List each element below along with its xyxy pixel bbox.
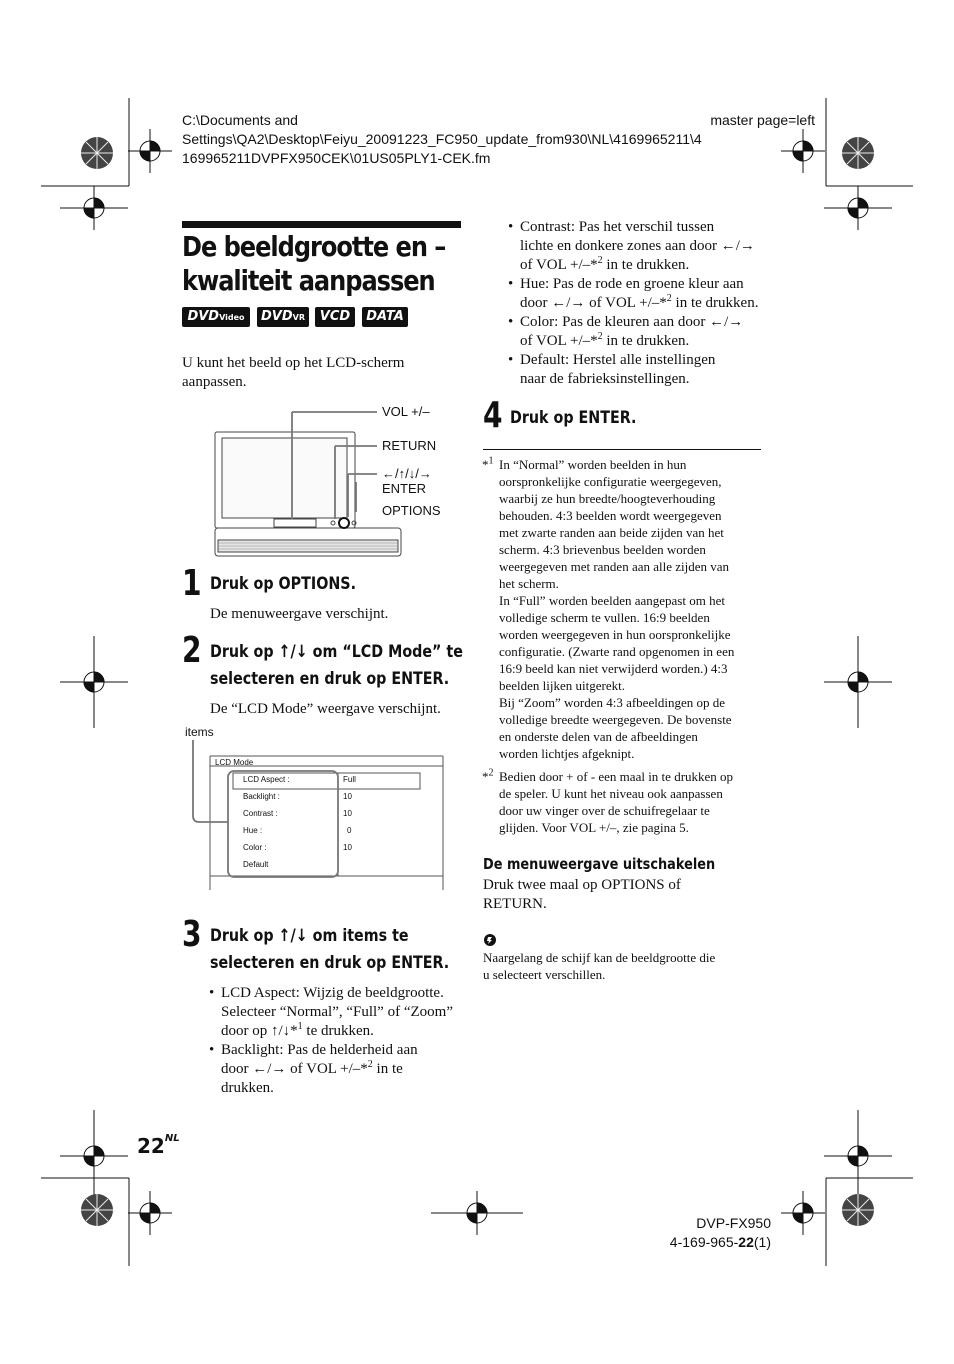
label-arrows: ←/↑/↓/→ xyxy=(382,466,432,481)
menu-row-label: Hue : xyxy=(243,826,263,835)
page-number: $22^{NL}$ xyxy=(137,1133,180,1158)
list-item: • Contrast: Pas het verschil tussen lichte en donkere zones aan door ←/→ of VOL +/–*$^2$ in te drukken. xyxy=(508,218,778,275)
tip-text: Naargelang de schijf kan de beeldgrootte die u selecteert verschillen. xyxy=(483,950,716,982)
footnote-2: *$^2$ Bedien door + of - een maal in te drukken op de speler. U kunt het niveau ook aanpassen door uw vinger over de schuifregelaar te glijden. Voor VOL +/–, zie pagina 5. xyxy=(482,768,767,836)
footnote-line: oorspronkelijke configuratie weergegeven, xyxy=(499,474,722,489)
footnote-line: 16:9 beeld kan niet verwijderd worden.) 4:3 xyxy=(499,661,728,676)
footnote-line: waarbij ze hun breedte/hoogteverhouding xyxy=(499,491,716,506)
list-item: • Default: Herstel alle instellingen naar de fabrieksinstellingen. xyxy=(508,351,778,389)
page-title xyxy=(182,230,445,298)
step-2-heading: Druk op ↑/↓ om “LCD Mode” te selecteren en druk op ENTER. xyxy=(210,642,463,689)
footer-model-code: DVP-FX950 4-169-965-22(1) xyxy=(669,1215,771,1250)
badge-dvd-vr: DVDVR xyxy=(257,307,309,327)
footnote-line: behouden. 4:3 beelden wordt weergegeven xyxy=(499,508,722,523)
step-2-desc: De “LCD Mode” weergave verschijnt. xyxy=(210,701,441,717)
label-enter: ENTER xyxy=(382,481,427,496)
footnote-line: het scherm. xyxy=(499,576,559,591)
menu-row-label: Default xyxy=(243,860,269,869)
file-path-line-3: 169965211DVPFX950CEK\01US05PLY1-CEK.fm xyxy=(182,150,491,166)
device-illustration xyxy=(182,400,472,565)
footnote-line: Bij “Zoom” worden 4:3 afbeeldingen op de xyxy=(499,695,725,710)
footnote-line: worden lichtjes afgeknipt. xyxy=(499,746,635,761)
list-item: • Color: Pas de kleuren aan door ←/→ of VOL +/–*$^2$ in te drukken. xyxy=(508,313,778,351)
footnote-divider xyxy=(483,449,761,450)
page-title-line-1: De beeldgrootte en – xyxy=(182,230,446,263)
badge-vcd: VCD xyxy=(315,307,355,327)
menu-off-text: Druk twee maal op OPTIONS of RETURN. xyxy=(483,877,681,912)
step-1-heading: Druk op OPTIONS. xyxy=(210,574,357,594)
step-1-number: 1 xyxy=(182,563,202,604)
intro-text: U kunt het beeld op het LCD-scherm aanpassen. xyxy=(182,355,405,390)
step-3-bullets xyxy=(209,984,467,1098)
master-page-label: master page=left xyxy=(710,112,815,128)
footnote-1: *$^1$ In “Normal” worden beelden in hun oorspronkelijke configuratie weergegeven, waarbij ze hun breedte/hoogteverhouding behouden. 4:3 beelden wordt weergegeven met zwarte randen aan beide zijden van het scherm. 4:3 brievenbus beelden worden weergegeven met randen aan alle zijden van het scherm. In “Full” worden beelden aangepast om het volledige scherm te vullen. 16:9 beelden worden weergegeven in hun oorspronkelijke configuratie. (Zwarte rand opgenomen in een 16:9 beeld kan niet verwijderd worden.) 4:3 beelden lijken uitgerekt. Bij “Zoom” worden 4:3 afbeeldingen op de volledige breedte weergegeven. De bovenste en onderste delen van de afbeeldingen worden lichtjes afgeknipt. xyxy=(482,456,767,762)
menu-off-heading: De menuweergave uitschakelen xyxy=(483,855,716,873)
footnote-line: scherm. 4:3 brievenbus beelden worden xyxy=(499,542,706,557)
menu-row-label: Contrast : xyxy=(243,809,278,818)
footnote-line: en onderste delen van de afbeeldingen xyxy=(499,729,698,744)
footnote-line: worden weergegeven in hun oorspronkelijke xyxy=(499,627,731,642)
footnote-line: beelden lijken uitgerekt. xyxy=(499,678,625,693)
footnote-line: In “Full” worden beelden aangepast om het xyxy=(499,593,725,608)
badge-data: DATA xyxy=(362,307,408,327)
footnote-line: volledige scherm te vullen. 16:9 beelden xyxy=(499,610,710,625)
footnote-line: door uw vinger over de schuifregelaar te xyxy=(499,803,710,818)
list-item: • Backlight: Pas de helderheid aan door ←/→ of VOL +/–*$^2$ in te drukken. xyxy=(209,1041,467,1098)
badge-dvd-video: DVDVideo xyxy=(182,307,250,327)
menu-row-value: 10 xyxy=(343,792,352,801)
step-4-number: 4 xyxy=(483,395,503,436)
list-item: • LCD Aspect: Wijzig de beeldgrootte. Selecteer “Normal”, “Full” of “Zoom” door op ↑/↓*$^1$ te drukken. xyxy=(209,984,467,1041)
menu-title: LCD Mode xyxy=(215,758,254,767)
label-vol: VOL +/– xyxy=(382,404,430,419)
footnote-line: de speler. U kunt het niveau ook aanpassen xyxy=(499,786,723,801)
title-rule xyxy=(182,221,461,228)
footnote-line: glijden. Voor VOL +/–, zie pagina 5. xyxy=(499,820,689,835)
menu-row-label: Color : xyxy=(243,843,267,852)
step-3-heading: Druk op ↑/↓ om items te selecteren en druk op ENTER. xyxy=(210,926,450,973)
file-path-line-1: C:\Documents and xyxy=(182,112,298,128)
page-title-line-2: kwaliteit aanpassen xyxy=(182,264,435,297)
menu-row-value: 10 xyxy=(343,843,352,852)
menu-row-value: 10 xyxy=(343,809,352,818)
footnote-line: In “Normal” worden beelden in hun xyxy=(499,457,687,472)
menu-row-value: Full xyxy=(343,775,356,784)
label-return: RETURN xyxy=(382,438,437,453)
footnote-line: weergegeven met randen aan alle zijden van xyxy=(499,559,730,574)
step-4-heading: Druk op ENTER. xyxy=(510,408,637,428)
step-3-bullets-continued xyxy=(508,218,778,389)
list-item: • Hue: Pas de rode en groene kleur aan door ←/→ of VOL +/–*$^2$ in te drukken. xyxy=(508,275,778,313)
step-2-number: 2 xyxy=(182,630,202,671)
menu-row-value: 0 xyxy=(347,826,352,835)
footnote-line: met zwarte randen aan beide zijden van het xyxy=(499,525,724,540)
step-1-desc: De menuweergave verschijnt. xyxy=(210,606,389,622)
footnote-line: Bedien door + of - een maal in te drukken op xyxy=(499,769,734,784)
items-label: items xyxy=(185,725,214,739)
file-path-header xyxy=(182,111,782,168)
menu-row-label: Backlight : xyxy=(243,792,280,801)
tip-icon xyxy=(483,933,497,947)
menu-row-label: LCD Aspect : xyxy=(243,775,290,784)
footnote-line: volledige breedte weergegeven. De bovenste xyxy=(499,712,732,727)
step-3-number: 3 xyxy=(182,914,202,955)
label-options: OPTIONS xyxy=(382,503,441,518)
file-path-line-2: Settings\QA2\Desktop\Feiyu_20091223_FC950_update_from930\NL\4169965211\4 xyxy=(182,131,702,147)
footnote-line: configuratie. (Zwarte rand opgenomen in een xyxy=(499,644,735,659)
